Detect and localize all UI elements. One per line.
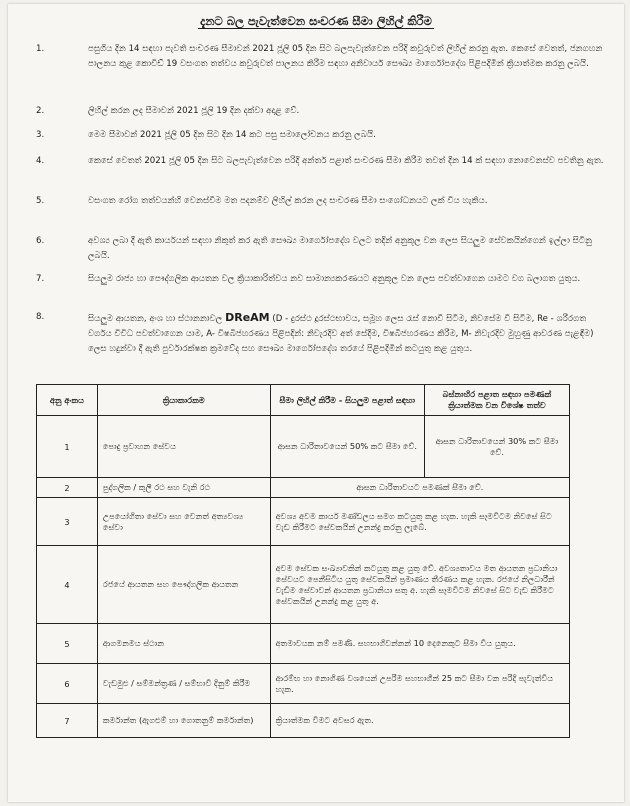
paragraph-8 [36,310,606,357]
header-all-provinces: සීමා ලිහිල් කිරීම - සියලුම පළාත් සඳහා [270,385,424,416]
paragraph-3 [36,128,606,143]
relaxation-table [36,384,570,738]
row-number: 4 [37,546,98,624]
row-all-provinces: අවම සේවක සංඛ්‍යාවකින් කටයුතු කළ යුතු වේ. අවශ්‍යතාවය මත ආයතන ප්‍රධානියා සේවයට පෙනීසිටිය යුතු සේවකයින් ප්‍රමාණය තීරණය කළ හැක. රජයේ නිලධාරීන් වැඩිම සේවාවන් ආයතන ප්‍රධානියා සතු අ. හැකි සෑමවිටම නිවසේ සිට වැඩ කිරීමට සේවකයින් උනන්දු කළ යුතු අ. [270,546,569,624]
row-number: 6 [37,664,98,704]
header-activity: ක්‍රියාකාරකම [97,385,270,416]
row-all-provinces: ආරම්භ හා නොගිණ වශයෙන් උපරිම සහභාගීන් 25 කට සීමා වන පරිදි පැවැත්විය හැක. [270,664,569,704]
paragraph-2 [36,104,606,119]
row-activity: උපයෝගිතා සේවා සහ වෙනත් අත්‍යවශ්‍ය සේවා [97,498,270,546]
table-row [37,498,570,546]
row-number: 5 [37,624,98,664]
paragraph-number: 4. [36,156,45,166]
document-title [8,14,624,29]
table-row [37,478,570,498]
paragraph-number: 5. [36,196,45,206]
paragraph-number: 3. [36,130,45,140]
paragraph-number: 2. [36,106,45,116]
row-number: 1 [37,416,98,478]
row-number: 2 [37,478,98,498]
paragraph-text: සියලුම රාජ්‍ය හා පෞද්ගලික ආයතන වල ක්‍රියාකාරිත්වය නව සාමාන්‍යකරණයට අනුකූල වන ලෙස පවත්වාගෙන යාමට වග බලාගත යුතුය. [88,274,581,284]
table-row [37,546,570,624]
paragraph-text: පසුගිය දින 14 සඳහා පැවති සංචරණ සීමාවන් 2021 ජූලි 05 දින සිට බලපැවැත්වෙන පරිදි කවුරුවත් ලිහිල් කරනු ඇත. කෙසේ වෙතත්, ජනගහන පාලනය කුළ කොවිඩ් 19 වසංගත තත්වය කවුරුවත් පාලනය කිරීම සඳහා අනිවාර්ය සෞඛ්‍ය මාර්ගෝපදේශ පිළිපදිමින් ක්‍රියාත්මක කරනු ලබයි. [88,44,603,69]
paragraph-text: වසංගත රෝග තත්වයන්හි වෙනස්වීම මත පදනම්ව ලිහිල් කරන ලද සංචරණ සීමා සංශෝධනයට ලක් විය හැකිය. [88,196,488,206]
dream-acronym: DReAM [225,311,270,324]
paragraph-text-after: (D - දුරස්ථ දූරස්ථභාවය, සමූහ ලෙස රැස් නොවී සිටීම, නිවසේම වී සිටීම, Re - ශරීරගත වර්ගය විවිධ පවත්වාගෙන යාම, A- විෂබීජහරණය පිළිපදින්: නිවැරදිව අත් සේදීම, විෂබීජහරණය කිරීම, M- නිවැරදිව මුහුණු ආවරණ පැළඳීම) ලෙස හදුන්වා දී ඇති පුර්වාරක්ෂක ක්‍රමවේද සහ සෞඛ්‍ය මාර්ගෝපදේශ තරයේ පිළිපදිමින් කටයුතු කළ යුතුය. [88,314,594,354]
paragraph-text [88,310,606,357]
table-row [37,704,570,738]
paragraph-5 [36,194,606,209]
paragraph-text-before: සියලුම ආයතන, අංශ හා ස්ථානනාවල [88,314,223,324]
header-number: අනු අංකය [37,385,98,416]
row-activity: ආගමනමය ස්ථාන [97,624,270,664]
paragraph-text: ලිහිල් කරන ලද සීමාවන් 2021 ජූලි 19 දින දක්වා අදාළ වේ. [88,106,300,116]
table-header-row [37,385,570,416]
paragraph-number: 7. [36,274,45,284]
document-title-text: දැනට බල පැවැත්වෙන සංචරණ සීමා ලිහිල් කිරීම [200,14,432,28]
row-all-provinces: ආසන ධාරිතාවයෙන් 50% කට සීමා වේ. [270,416,424,478]
row-activity: වැඩමුළු / සම්මන්ත්‍රණ / සම්භාවි දිනුම් කිරීම [97,664,270,704]
row-all-provinces: ආසන ධාරිතාවයට පමණක් සීමා වේ. [270,478,569,498]
paragraph-number: 8. [36,312,45,322]
paragraph-1 [36,42,606,72]
paragraph-4 [36,154,606,169]
paragraph-text: කෙසේ වෙතත් 2021 ජූලි 05 දින සිට බලපැවැත්වෙන පරිදි අන්තර් පළාත් සංචරණ සීමා කිරීම තවත් දින 14 ක් සඳහා නොවෙනස්ව පවතිනු ඇත. [88,156,604,166]
paragraph-number: 6. [36,236,45,246]
paragraph-text: මෙම සීමාවන් 2021 ජූලි 05 දින සිට දින 14 කට පසු සමාලෝචනය කරනු ලබයි. [88,130,376,140]
row-activity: කර්මාන්ත (ඇගළුම් හා ගොතනුම් කර්මාන්ත) [97,704,270,738]
row-activity: රජයේ ආයතන සහ පෞද්ගලික ආයතන [97,546,270,624]
table-row [37,416,570,478]
document-page [8,4,624,802]
row-number: 3 [37,498,98,546]
row-all-provinces: අතමාවයක නම් පමණි. සහභාගිවන්නන් 10 දෙනෙකුට සීමා විය යුතුය. [270,624,569,664]
row-western-province: ආසන ධාරිතාවයෙන් 30% කට සීමා වේ. [424,416,569,478]
paragraph-7 [36,272,606,287]
row-activity: පුද්ගලික / කුලී රථ සහ වැනි රථ [97,478,270,498]
paragraph-6 [36,234,606,264]
table-row [37,664,570,704]
row-all-provinces: ක්‍රියාත්මක වීමට අවසර ඇත. [270,704,569,738]
paragraph-text: අවශ්‍ය ලබා දී ඇති කාර්යයන් සඳහා නිකුත් කර ඇති සෞඛ්‍ය මාර්ගෝපදේශ වලට තදින් අනුකූල වන ලෙස සියලුම සේවකයින්ගෙන් ඉල්ලා සිටිනු ලබයි. [88,236,592,261]
row-all-provinces: අවශ්‍ය අවම කාර්ය මණ්ඩලය සමග කටයුතු කළ හැක. හැකි සෑමවිටම නිවසේ සිට වැඩ කිරීමට සේවකයින් උනන්දු කරනු ලැබේ. [270,498,569,546]
paragraph-number: 1. [36,44,45,54]
header-western-province: බස්නාහිර පළාත සඳහා පමණක් ක්‍රියාත්මක වන විශේෂ තත්ව [424,385,569,416]
row-number: 7 [37,704,98,738]
row-activity: පොදු ප්‍රවාහන සේවය [97,416,270,478]
table-row [37,624,570,664]
